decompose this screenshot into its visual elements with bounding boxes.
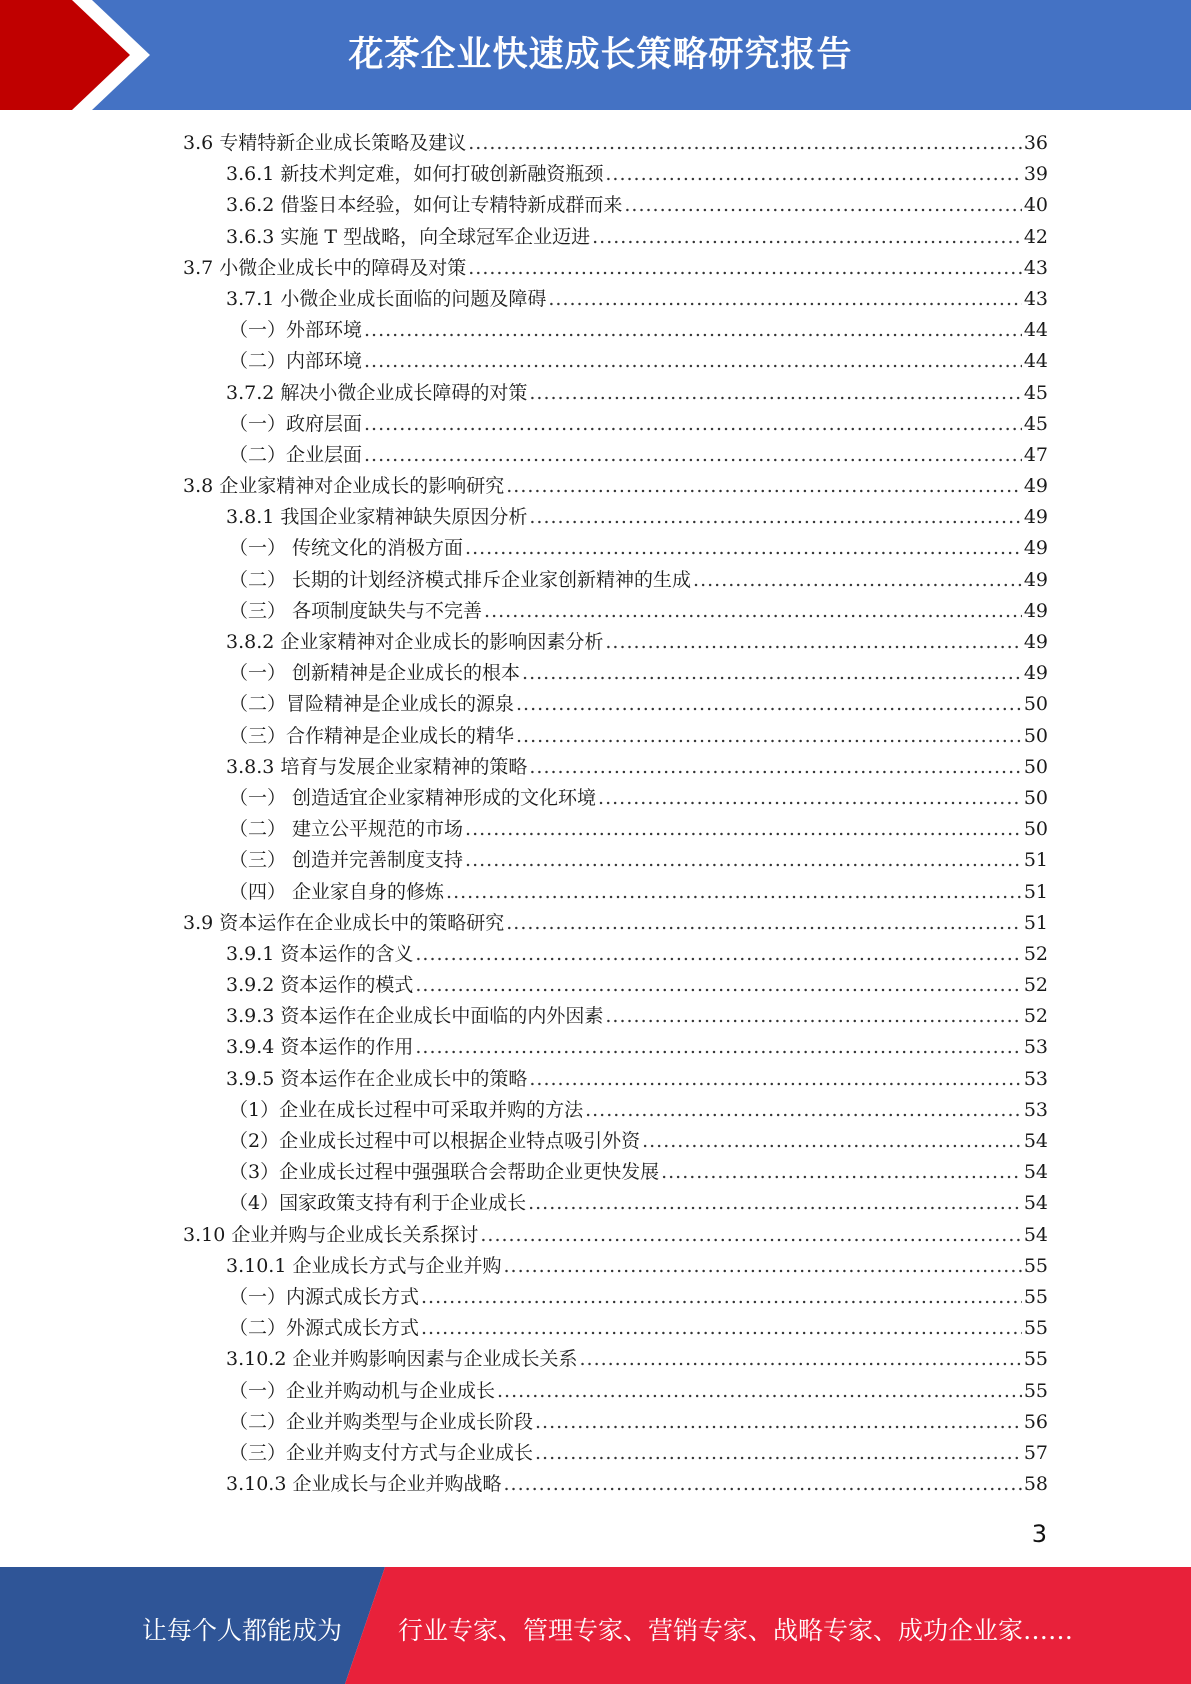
toc-entry-page: 51 [1023,849,1048,872]
toc-entry[interactable] [183,1032,1048,1063]
toc-entry[interactable] [183,1126,1048,1157]
toc-entry[interactable] [183,970,1048,1001]
toc-entry-page: 51 [1023,880,1048,903]
toc-entry-title: 3.6.2 借鉴日本经验，如何让专精特新成群而来 [226,194,623,217]
toc-entry-title: 3.10.2 企业并购影响因素与企业成长关系 [226,1348,578,1371]
toc-entry-page: 56 [1023,1410,1048,1433]
toc-entry[interactable] [183,658,1048,689]
toc-entry-title: （二） 建立公平规范的市场 [229,818,464,841]
toc-entry-page: 49 [1023,475,1048,498]
page-footer [0,1567,1191,1684]
toc-entry-page: 45 [1023,381,1048,404]
toc-entry-page: 45 [1023,412,1048,435]
toc-entry-title: 3.7 小微企业成长中的障碍及对策 [183,256,467,279]
toc-entry-title: （4）国家政策支持有利于企业成长 [229,1192,527,1215]
toc-dot-leader [529,378,1021,409]
toc-dot-leader [503,1251,1021,1282]
toc-entry-title: （一） 传统文化的消极方面 [229,537,464,560]
toc-dot-leader [516,689,1022,720]
toc-entry-page: 55 [1023,1254,1048,1277]
toc-dot-leader [522,658,1022,689]
toc-dot-leader [624,190,1021,221]
toc-entry-page: 47 [1023,443,1048,466]
toc-entry-title: （二）内部环境 [229,350,363,373]
toc-entry-title: 3.9.5 资本运作在企业成长中的策略 [226,1067,528,1090]
toc-dot-leader [605,627,1021,658]
toc-entry-page: 52 [1023,1005,1048,1028]
toc-dot-leader [598,783,1022,814]
toc-dot-leader [415,970,1021,1001]
toc-entry-page: 49 [1023,662,1048,685]
footer-slogan-left: 让每个人都能成为 [142,1616,343,1645]
toc-dot-leader [661,1157,1022,1188]
toc-entry-title: 3.9 资本运作在企业成长中的策略研究 [183,911,505,934]
toc-entry[interactable] [183,1157,1048,1188]
toc-entry-page: 55 [1023,1379,1048,1402]
toc-entry-title: （三）企业并购支付方式与企业成长 [229,1441,534,1464]
toc-entry-title: （一） 创新精神是企业成长的根本 [229,662,521,685]
toc-dot-leader [415,939,1021,970]
toc-entry-title: 3.8 企业家精神对企业成长的影响研究 [183,475,505,498]
toc-entry[interactable] [183,190,1048,221]
toc-dot-leader [415,1032,1021,1063]
toc-entry[interactable] [183,1438,1048,1469]
toc-dot-leader [605,159,1021,190]
toc-entry[interactable] [183,752,1048,783]
page-header [0,0,1191,110]
toc-dot-leader [484,596,1022,627]
toc-entry-page: 53 [1023,1067,1048,1090]
toc-entry-title: （三） 创造并完善制度支持 [229,849,464,872]
toc-entry-title: （三）合作精神是企业成长的精华 [229,724,515,747]
toc-entry-title: 3.6 专精特新企业成长策略及建议 [183,132,467,154]
toc-entry[interactable] [183,1407,1048,1438]
toc-entry-page: 53 [1023,1098,1048,1121]
toc-entry[interactable] [183,565,1048,596]
toc-entry[interactable] [183,1220,1048,1251]
toc-entry-title: （2）企业成长过程中可以根据企业特点吸引外资 [229,1130,641,1152]
toc-entry[interactable] [183,471,1048,502]
toc-dot-leader [579,1344,1021,1375]
toc-entry[interactable] [183,533,1048,564]
toc-entry-page: 42 [1023,225,1048,248]
toc-entry-title: 3.6.1 新技术判定难，如何打破创新融资瓶颈 [226,163,604,186]
table-of-contents [183,128,1048,1500]
toc-entry[interactable] [183,721,1048,752]
toc-entry[interactable] [183,128,1048,159]
toc-dot-leader [497,1376,1022,1407]
toc-dot-leader [465,533,1022,564]
toc-entry-title: 3.6.3 实施 T 型战略，向全球冠军企业迈进 [226,225,591,248]
toc-entry-page: 51 [1023,911,1048,934]
toc-dot-leader [506,471,1022,502]
toc-dot-leader [529,1064,1021,1095]
toc-dot-leader [503,1469,1021,1500]
toc-entry[interactable] [183,1188,1048,1219]
toc-entry-page: 39 [1023,163,1048,186]
toc-entry-title: （1）企业在成长过程中可采取并购的方法 [229,1098,584,1121]
toc-dot-leader [465,814,1022,845]
toc-dot-leader [642,1126,1022,1157]
toc-dot-leader [480,1220,1021,1251]
toc-entry-page: 55 [1023,1285,1048,1308]
toc-entry[interactable] [183,1282,1048,1313]
toc-entry-page: 54 [1023,1161,1048,1184]
toc-entry[interactable] [183,877,1048,908]
toc-entry[interactable] [183,222,1048,253]
toc-entry-page: 43 [1023,256,1048,279]
toc-entry-page: 49 [1023,631,1048,653]
toc-entry-title: 3.9.3 资本运作在企业成长中面临的内外因素 [226,1005,604,1028]
toc-entry-page: 55 [1023,1348,1048,1371]
toc-dot-leader [528,1188,1022,1219]
toc-entry[interactable] [183,1313,1048,1344]
toc-entry[interactable] [183,315,1048,346]
toc-entry-page: 49 [1023,506,1048,529]
toc-entry[interactable] [183,939,1048,970]
toc-entry-page: 44 [1023,319,1048,342]
toc-dot-leader [516,721,1022,752]
toc-dot-leader [548,284,1021,315]
toc-entry[interactable] [183,502,1048,533]
toc-entry[interactable] [183,1376,1048,1407]
toc-entry-title: （一）外部环境 [229,319,363,342]
toc-dot-leader [535,1407,1022,1438]
toc-entry[interactable] [183,596,1048,627]
toc-entry[interactable] [183,1064,1048,1095]
toc-entry-page: 50 [1023,786,1048,809]
toc-dot-leader [421,1313,1022,1344]
toc-entry-page: 50 [1023,724,1048,747]
toc-entry-title: 3.9.2 资本运作的模式 [226,974,414,997]
toc-entry-title: （二）企业并购类型与企业成长阶段 [229,1410,534,1433]
toc-dot-leader [506,908,1022,939]
header-title: 花茶企业快速成长策略研究报告 [348,35,853,75]
toc-entry-title: （一） 创造适宜企业家精神形成的文化环境 [229,786,597,809]
toc-entry-page: 54 [1023,1192,1048,1215]
toc-dot-leader [421,1282,1022,1313]
toc-entry[interactable] [183,783,1048,814]
toc-entry-page: 55 [1023,1317,1048,1340]
toc-entry[interactable] [183,346,1048,377]
page-number: 3 [1031,1520,1047,1548]
toc-entry[interactable] [183,845,1048,876]
toc-entry[interactable] [183,284,1048,315]
toc-entry-title: 3.8.1 我国企业家精神缺失原因分析 [226,506,528,529]
toc-entry-page: 54 [1023,1223,1048,1246]
toc-entry-title: 3.9.1 资本运作的含义 [226,942,414,965]
toc-entry-page: 53 [1023,1036,1048,1059]
toc-dot-leader [446,877,1022,908]
footer-slogan-right: 行业专家、管理专家、营销专家、战略专家、成功企业家…… [398,1616,1074,1645]
toc-entry-title: 3.7.2 解决小微企业成长障碍的对策 [226,381,528,404]
toc-entry-page: 50 [1023,818,1048,841]
toc-entry-title: （一）政府层面 [229,412,363,435]
toc-dot-leader [592,222,1022,253]
toc-entry[interactable] [183,689,1048,720]
toc-entry-page: 43 [1023,287,1048,310]
toc-dot-leader [364,346,1022,377]
toc-entry[interactable] [183,814,1048,845]
toc-dot-leader [529,752,1021,783]
toc-entry-page: 36 [1023,132,1048,154]
toc-entry-title: 3.10.1 企业成长方式与企业并购 [226,1254,502,1277]
toc-entry-title: 3.10.3 企业成长与企业并购战略 [226,1473,502,1496]
toc-entry[interactable] [183,440,1048,471]
toc-entry-title: （二）企业层面 [229,443,363,466]
toc-entry-page: 49 [1023,537,1048,560]
toc-dot-leader [585,1095,1022,1126]
toc-entry[interactable] [183,253,1048,284]
toc-entry[interactable] [183,409,1048,440]
toc-entry-page: 49 [1023,568,1048,591]
toc-dot-leader [364,315,1022,346]
toc-dot-leader [529,502,1021,533]
toc-entry-page: 52 [1023,942,1048,965]
toc-entry-page: 49 [1023,599,1048,622]
toc-dot-leader [468,128,1022,159]
toc-entry-title: 3.10 企业并购与企业成长关系探讨 [183,1223,479,1246]
toc-entry-page: 50 [1023,693,1048,716]
toc-entry-page: 57 [1023,1441,1048,1464]
toc-entry-title: 3.9.4 资本运作的作用 [226,1036,414,1059]
toc-entry[interactable] [183,1095,1048,1126]
toc-dot-leader [364,409,1022,440]
toc-entry[interactable] [183,1469,1048,1500]
toc-entry-title: 3.8.3 培育与发展企业家精神的策略 [226,755,528,778]
toc-entry-title: （一）企业并购动机与企业成长 [229,1379,496,1402]
toc-entry[interactable] [183,378,1048,409]
toc-entry-title: 3.7.1 小微企业成长面临的问题及障碍 [226,287,547,310]
toc-entry[interactable] [183,1344,1048,1375]
toc-dot-leader [364,440,1022,471]
toc-entry-page: 54 [1023,1130,1048,1152]
toc-entry[interactable] [183,1001,1048,1032]
toc-entry[interactable] [183,627,1048,658]
toc-entry[interactable] [183,1251,1048,1282]
toc-entry-page: 40 [1023,194,1048,217]
toc-dot-leader [535,1438,1022,1469]
toc-dot-leader [465,845,1022,876]
toc-entry[interactable] [183,908,1048,939]
toc-dot-leader [605,1001,1021,1032]
toc-dot-leader [693,565,1022,596]
toc-dot-leader [468,253,1022,284]
toc-entry-page: 44 [1023,350,1048,373]
toc-entry-page: 52 [1023,974,1048,997]
toc-entry[interactable] [183,159,1048,190]
toc-entry-title: （二）外源式成长方式 [229,1317,420,1340]
toc-entry-title: （二）冒险精神是企业成长的源泉 [229,693,515,716]
toc-entry-title: （三） 各项制度缺失与不完善 [229,599,483,622]
toc-entry-page: 50 [1023,755,1048,778]
toc-entry-title: （四） 企业家自身的修炼 [229,880,445,903]
toc-entry-title: （一）内源式成长方式 [229,1285,420,1308]
toc-entry-title: （二） 长期的计划经济模式排斥企业家创新精神的生成 [229,568,692,591]
toc-entry-page: 58 [1023,1473,1048,1496]
toc-entry-title: 3.8.2 企业家精神对企业成长的影响因素分析 [226,631,604,653]
toc-entry-title: （3）企业成长过程中强强联合会帮助企业更快发展 [229,1161,660,1184]
